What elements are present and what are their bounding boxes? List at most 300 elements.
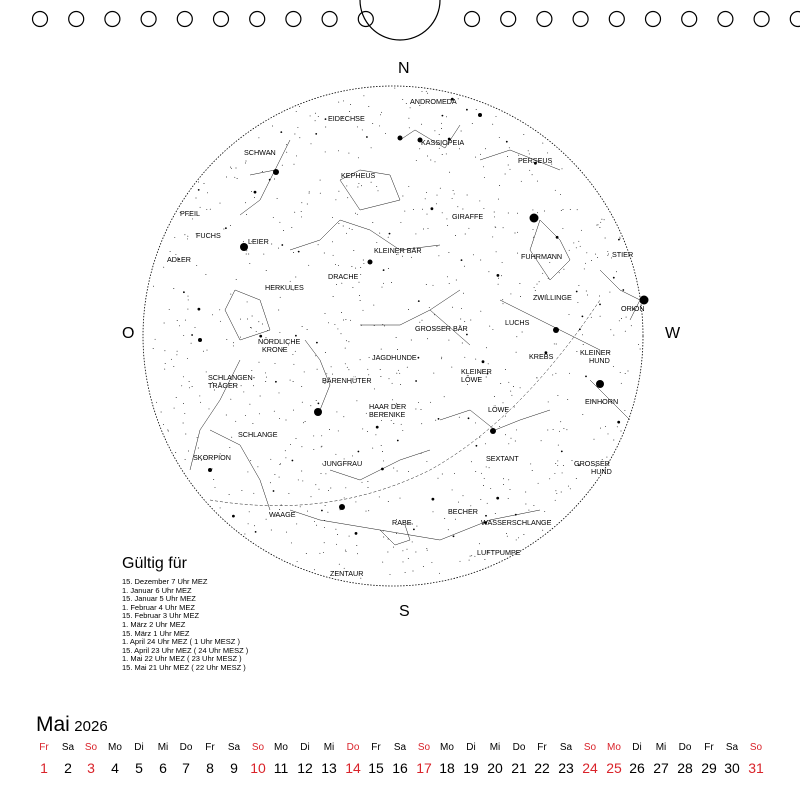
- star: [358, 451, 360, 453]
- star: [231, 437, 232, 438]
- star: [447, 225, 448, 226]
- star: [508, 165, 509, 166]
- star: [363, 95, 364, 96]
- star: [517, 253, 518, 254]
- star: [183, 403, 184, 404]
- holiday-day-number: 24: [582, 760, 598, 776]
- star: [325, 313, 326, 314]
- star: [516, 429, 517, 430]
- star: [174, 408, 175, 409]
- star: [270, 482, 271, 483]
- star: [295, 351, 296, 352]
- star: [283, 230, 284, 231]
- star: [525, 504, 526, 505]
- star: [262, 171, 263, 172]
- star: [573, 242, 574, 243]
- star: [394, 88, 395, 89]
- star: [461, 131, 462, 132]
- star: [415, 552, 416, 553]
- star: [488, 271, 489, 272]
- star: [321, 446, 322, 447]
- star: [427, 338, 428, 339]
- star: [324, 542, 325, 543]
- star: [601, 219, 602, 220]
- star: [475, 359, 476, 360]
- star: [330, 488, 331, 489]
- star: [292, 460, 294, 462]
- star: [325, 127, 326, 128]
- star: [400, 498, 401, 499]
- constellation-label: HERKULES: [265, 283, 304, 292]
- star: [416, 160, 417, 161]
- star: [362, 428, 363, 429]
- star: [177, 351, 178, 352]
- star: [608, 254, 609, 255]
- star: [207, 350, 208, 351]
- weekday-label: Sa: [227, 742, 241, 753]
- star: [339, 564, 340, 565]
- star: [388, 237, 389, 238]
- star: [421, 124, 422, 125]
- star: [436, 203, 437, 204]
- star: [341, 283, 342, 284]
- star: [489, 467, 490, 468]
- star: [362, 129, 363, 130]
- star: [183, 423, 184, 424]
- day-number: 8: [206, 760, 214, 776]
- direction-north: N: [398, 60, 410, 77]
- star: [345, 348, 346, 349]
- star: [483, 166, 484, 167]
- star: [259, 362, 260, 363]
- star: [423, 566, 424, 567]
- constellation-label: BÄRENHÜTER: [322, 376, 372, 385]
- star: [318, 403, 320, 405]
- star: [381, 420, 382, 421]
- star: [380, 114, 381, 115]
- star: [345, 550, 346, 551]
- star: [528, 150, 529, 151]
- star: [278, 248, 279, 249]
- star: [432, 498, 435, 501]
- constellation-label: PFEIL: [180, 209, 200, 218]
- star: [489, 326, 490, 327]
- star: [439, 148, 440, 149]
- star: [371, 147, 372, 148]
- star: [459, 417, 460, 418]
- star: [220, 321, 221, 322]
- star: [495, 513, 496, 514]
- star: [185, 459, 186, 460]
- star: [405, 572, 406, 573]
- star: [549, 478, 550, 479]
- star: [596, 225, 597, 226]
- star: [249, 511, 250, 512]
- star: [303, 422, 304, 423]
- star: [215, 487, 216, 488]
- star: [419, 322, 420, 323]
- star: [440, 188, 441, 189]
- bright-star: [490, 428, 496, 434]
- star: [347, 367, 348, 368]
- star: [198, 182, 199, 183]
- star: [563, 209, 564, 210]
- validity-date: 1. Februar 4 Uhr MEZ: [122, 602, 195, 612]
- star: [434, 130, 435, 131]
- star: [503, 484, 504, 485]
- bright-star: [314, 408, 322, 416]
- star: [183, 335, 184, 336]
- star: [621, 431, 622, 432]
- star: [353, 250, 354, 251]
- star: [345, 487, 346, 488]
- star: [156, 402, 157, 403]
- star: [557, 460, 558, 461]
- star: [247, 471, 248, 472]
- star: [494, 212, 495, 213]
- star: [305, 421, 306, 422]
- star: [358, 157, 359, 158]
- star: [360, 300, 361, 301]
- star: [613, 366, 614, 367]
- constellation-label: ANDROMEDA: [410, 97, 457, 106]
- star: [433, 511, 434, 512]
- star: [508, 213, 509, 214]
- star: [396, 337, 397, 338]
- star: [503, 227, 504, 228]
- star: [290, 444, 291, 445]
- star: [301, 446, 302, 447]
- star: [426, 91, 427, 92]
- star: [280, 131, 282, 133]
- star: [451, 367, 452, 368]
- star: [280, 297, 281, 298]
- star: [600, 222, 601, 223]
- star: [448, 340, 449, 341]
- star: [467, 384, 468, 385]
- star: [325, 505, 326, 506]
- star: [441, 357, 442, 358]
- bright-star: [208, 468, 212, 472]
- star: [610, 329, 611, 330]
- star: [376, 426, 379, 429]
- constellation-label: ZENTAUR: [330, 569, 364, 578]
- star: [408, 186, 409, 187]
- star: [480, 311, 481, 312]
- star: [256, 331, 257, 332]
- constellation-label: LUFTPUMPE: [477, 548, 521, 557]
- star: [599, 296, 600, 297]
- star: [279, 332, 280, 333]
- star: [407, 549, 408, 550]
- constellation-label: SCHLANGE: [238, 430, 278, 439]
- constellation-label: PERSEUS: [518, 156, 553, 165]
- star: [427, 156, 428, 157]
- star: [234, 177, 235, 178]
- star: [311, 143, 312, 144]
- star: [382, 451, 383, 452]
- star: [189, 381, 190, 382]
- star: [544, 511, 545, 512]
- star: [430, 160, 431, 161]
- star: [485, 148, 486, 149]
- weekday-label: So: [417, 742, 431, 753]
- star: [367, 481, 368, 482]
- star: [356, 400, 357, 401]
- constellation-label: FUCHS: [196, 231, 221, 240]
- star: [618, 239, 620, 241]
- star: [396, 373, 397, 374]
- star: [321, 510, 323, 512]
- star: [508, 479, 509, 480]
- star: [200, 402, 201, 403]
- star: [461, 259, 463, 261]
- star: [397, 471, 398, 472]
- star: [291, 542, 292, 543]
- star: [348, 153, 349, 154]
- star: [390, 574, 391, 575]
- star: [397, 440, 399, 442]
- star: [362, 482, 363, 483]
- constellation-label: GIRAFFE: [452, 212, 484, 221]
- star: [350, 104, 351, 105]
- day-number: 4: [111, 760, 119, 776]
- star: [235, 421, 236, 422]
- star: [558, 445, 559, 446]
- validity-date: 1. Mai 22 Uhr MEZ ( 23 Uhr MESZ ): [122, 654, 242, 664]
- star: [400, 384, 401, 385]
- star: [506, 533, 507, 534]
- star: [174, 237, 175, 238]
- star: [400, 222, 401, 223]
- star: [245, 163, 246, 164]
- star: [298, 251, 300, 253]
- star: [245, 202, 246, 203]
- star: [427, 214, 428, 215]
- star: [357, 214, 358, 215]
- star: [583, 344, 584, 345]
- star: [582, 334, 583, 335]
- star: [248, 254, 249, 255]
- weekday-label: Mi: [655, 742, 667, 753]
- star: [337, 328, 338, 329]
- star: [360, 274, 361, 275]
- star: [310, 115, 311, 116]
- star: [301, 471, 302, 472]
- star: [237, 178, 238, 179]
- star: [523, 534, 524, 535]
- star: [349, 228, 350, 229]
- star: [533, 237, 534, 238]
- star: [391, 282, 392, 283]
- star: [294, 164, 295, 165]
- star: [338, 430, 339, 431]
- star: [241, 490, 242, 491]
- star: [517, 232, 518, 233]
- constellation-label: LEIER: [248, 237, 269, 246]
- star: [296, 523, 297, 524]
- star: [452, 198, 453, 199]
- star: [507, 536, 508, 537]
- star: [466, 334, 468, 336]
- star: [240, 319, 241, 320]
- validity-list: [122, 578, 248, 673]
- star: [318, 244, 319, 245]
- star: [415, 233, 416, 234]
- star: [230, 399, 231, 400]
- star: [184, 234, 185, 235]
- star: [260, 396, 261, 397]
- star: [306, 553, 307, 554]
- weekday-label: Di: [632, 742, 642, 753]
- star: [299, 137, 300, 138]
- star: [455, 519, 456, 520]
- star: [204, 183, 205, 184]
- star: [372, 123, 373, 124]
- star: [520, 296, 521, 297]
- star: [625, 331, 626, 332]
- star: [457, 206, 458, 207]
- star: [576, 478, 577, 479]
- star: [499, 426, 500, 427]
- star: [458, 98, 459, 99]
- constellation-label: WASSERSCHLANGE: [481, 518, 552, 527]
- star: [421, 409, 422, 410]
- star: [470, 320, 471, 321]
- star: [487, 503, 488, 504]
- star: [275, 381, 277, 383]
- constellation-label: KASSIOPEIA: [421, 138, 465, 147]
- star: [309, 191, 310, 192]
- star: [538, 483, 539, 484]
- star: [285, 457, 286, 458]
- star: [492, 329, 493, 330]
- bright-star: [339, 504, 345, 510]
- star: [562, 472, 563, 473]
- star: [398, 370, 399, 371]
- star: [468, 228, 469, 229]
- star: [266, 377, 267, 378]
- star: [409, 127, 410, 128]
- star: [252, 316, 253, 317]
- star: [381, 445, 382, 446]
- star: [437, 195, 438, 196]
- constellation-label: HUND: [589, 356, 610, 365]
- star: [438, 478, 439, 479]
- day-number: 23: [558, 760, 574, 776]
- star: [425, 198, 426, 199]
- star: [620, 372, 621, 373]
- star: [585, 263, 586, 264]
- star: [561, 492, 562, 493]
- star: [380, 369, 381, 370]
- star: [265, 381, 266, 382]
- star: [352, 229, 353, 230]
- star: [293, 381, 294, 382]
- star: [547, 430, 548, 431]
- star: [578, 285, 579, 286]
- bright-star: [478, 113, 482, 117]
- star: [472, 123, 473, 124]
- star: [471, 461, 472, 462]
- star: [508, 382, 509, 383]
- star: [532, 174, 533, 175]
- star: [541, 440, 542, 441]
- star: [479, 543, 480, 544]
- star: [514, 407, 515, 408]
- star: [367, 369, 368, 370]
- star: [328, 322, 329, 323]
- star: [226, 339, 227, 340]
- star: [537, 284, 538, 285]
- validity-date: 1. April 24 Uhr MEZ ( 1 Uhr MESZ ): [122, 637, 240, 647]
- star: [393, 423, 394, 424]
- star: [587, 295, 588, 296]
- star: [476, 109, 477, 110]
- star: [279, 222, 280, 223]
- day-number: 13: [321, 760, 337, 776]
- star: [485, 515, 487, 517]
- star: [170, 251, 171, 252]
- star: [345, 363, 346, 364]
- star: [209, 408, 210, 409]
- star: [620, 238, 621, 239]
- star: [599, 304, 601, 306]
- star: [498, 199, 499, 200]
- constellation-label: GROSSER: [574, 459, 610, 468]
- star: [210, 209, 211, 210]
- star: [308, 265, 309, 266]
- star: [505, 174, 506, 175]
- star: [297, 561, 298, 562]
- constellation-label: EINHORN: [585, 397, 619, 406]
- star: [277, 198, 278, 199]
- star: [335, 454, 336, 455]
- star: [233, 342, 234, 343]
- star: [591, 260, 592, 261]
- star: [426, 284, 427, 285]
- weekday-label: So: [251, 742, 265, 753]
- star: [243, 241, 244, 242]
- star: [254, 197, 255, 198]
- star: [316, 342, 318, 344]
- star: [347, 197, 348, 198]
- star: [310, 405, 311, 406]
- star: [205, 274, 206, 275]
- star: [496, 116, 497, 117]
- star: [345, 319, 346, 320]
- star: [619, 237, 620, 238]
- star: [296, 155, 297, 156]
- star: [278, 310, 279, 311]
- star: [321, 435, 322, 436]
- weekday-label: Sa: [559, 742, 573, 753]
- star: [346, 185, 347, 186]
- star: [442, 212, 443, 213]
- star: [388, 268, 389, 269]
- star: [240, 337, 241, 338]
- star: [622, 289, 624, 291]
- day-number: 28: [677, 760, 693, 776]
- star: [401, 424, 402, 425]
- star: [446, 218, 447, 219]
- star: [250, 327, 251, 328]
- star: [206, 209, 207, 210]
- star: [188, 451, 189, 452]
- weekday-label: Do: [512, 742, 526, 753]
- constellation-label: WAAGE: [269, 510, 296, 519]
- star: [164, 323, 165, 324]
